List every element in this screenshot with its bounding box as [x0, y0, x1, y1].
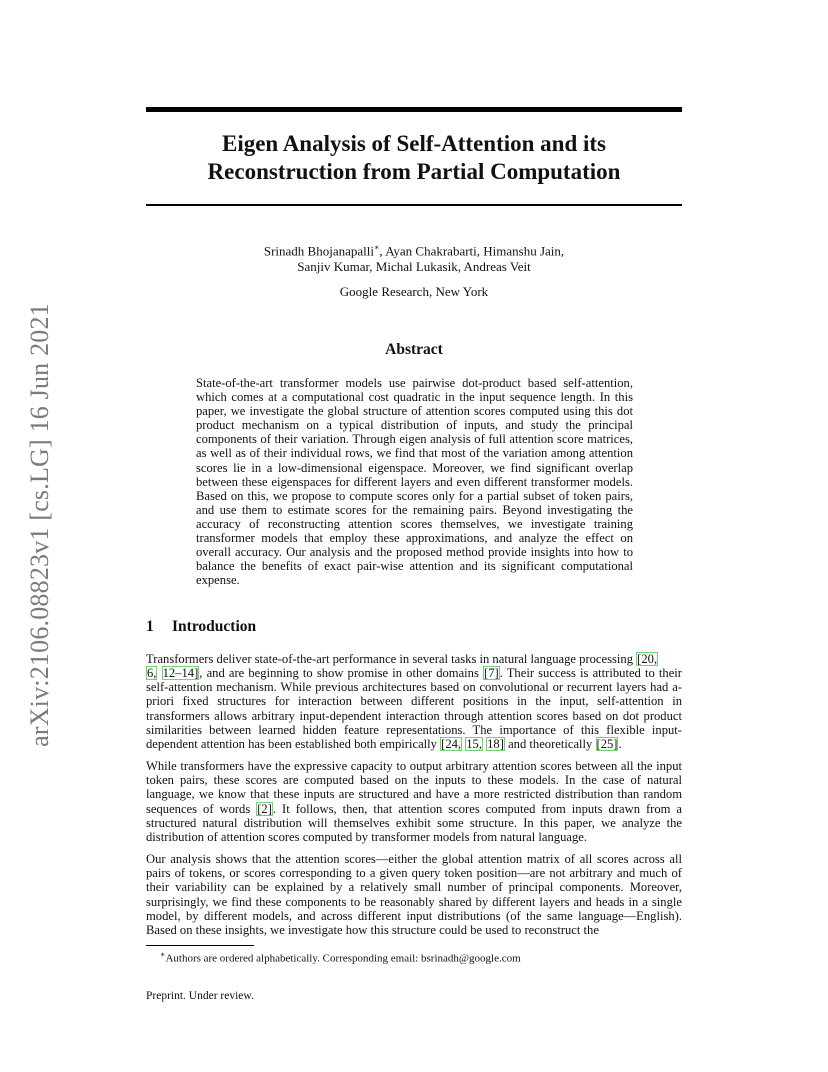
citation-link[interactable]: 6, [147, 666, 157, 681]
citation-link[interactable]: [24, [441, 736, 462, 751]
paragraph-3: Our analysis shows that the attention scores—either the global attention matrix of all scores across all pairs of tokens, or scores corresponding to a given query token position—are not arbitrary and much of their variability can be explained by a relatively small number of principal components. Moreover, surprisingly, we find these components to be reasonably shared by different layers and heads in a single model, by different models, and across different input distributions (of the same language—English). Based on these insights, we investigate how this structure could be used to reconstruct the [146, 852, 682, 937]
citation-link[interactable]: [2] [257, 801, 272, 816]
text-run: Transformers deliver state-of-the-art performance in several tasks in natural language processing [146, 652, 637, 666]
author-list [146, 240, 682, 275]
arxiv-identifier-text: arXiv:2106.08823v1 [cs.LG] 16 Jun 2021 [25, 303, 54, 747]
paragraph-2 [146, 759, 682, 844]
affiliation: Google Research, New York [339, 284, 489, 299]
citation-link[interactable]: 18] [487, 736, 504, 751]
introduction-body [146, 652, 682, 945]
first-author: Srinadh Bhojanapalli [263, 243, 374, 259]
section-number: 1 [146, 618, 154, 635]
footnote-rule [146, 945, 254, 946]
paper-title-line-2: Reconstruction from Partial Computation [207, 159, 621, 184]
text-run: , and are beginning to show promise in other domains [199, 666, 483, 681]
citation-link[interactable]: [20, [637, 652, 658, 666]
preprint-note: Preprint. Under review. [146, 990, 254, 1002]
paragraph-1 [146, 652, 682, 751]
author-list-line-2: Sanjiv Kumar, Michal Lukasik, Andreas Veit [297, 259, 531, 275]
citation-link[interactable]: 15, [466, 736, 482, 751]
paper-title [146, 130, 682, 186]
citation-link[interactable]: 12–14] [162, 666, 199, 681]
text-run: . Their success is attributed to their self-attention mechanism. While previous architectures based on convolutional or recurrent layers had a-priori fixed structures for interaction between different positions in the input, self-attention in transformers allows arbitrary input-dependent interaction through attention scores based on dot product similarities between learned hidden feature representations. The importance of this flexible input-dependent attention has been established both empirically [146, 666, 682, 751]
paper-title-line-1: Eigen Analysis of Self-Attention and its [221, 131, 606, 156]
citation-link[interactable]: [25] [596, 736, 618, 751]
text-run [157, 666, 161, 680]
author-footnote-mark: ∗ [373, 243, 380, 252]
author-list-line-1 [146, 240, 682, 259]
citation-link[interactable]: [7] [484, 666, 499, 681]
text-run: While transformers have the expressive capacity to output arbitrary attention scores between all the input token pairs, these scores are computed based on the inputs to these models. In the case of natural language, we know that these inputs are structured and have a more restricted distribution than random sequences of words [146, 759, 682, 816]
title-top-rule [146, 107, 682, 112]
co-authors-line-1: , Ayan Chakrabarti, Himanshu Jain, [379, 243, 565, 259]
abstract-text: State-of-the-art transformer models use pairwise dot-product based self-attention, which comes at a computational cost quadratic in the input sequence length. In this paper, we investigate the global structure of attention scores computed using this dot product mechanism on a typical distribution of inputs, and study the principal components of their variation. Through eigen analysis of full attention score matrices, as well as of their individual rows, we find that most of the variation among attention scores lie in a low-dimensional eigenspace. Moreover, we find significant overlap between these eigenspaces for different layers and even different transformer models. Based on this, we propose to compute scores only for a partial subset of token pairs, and use them to estimate scores for the remaining pairs. Beyond investigating the accuracy of reconstructing attention scores themselves, we investigate training transformer models that employ these approximations, and analyze the effect on overall accuracy. Our analysis and the proposed method provide insights into how to balance the benefits of exact pair-wise attention and its significant computational expense. [196, 376, 633, 588]
title-bottom-rule [146, 204, 682, 206]
abstract-heading: Abstract [385, 341, 443, 358]
footnote-mark: ∗ [160, 950, 166, 959]
section-title: Introduction [172, 618, 257, 635]
footnote [160, 950, 680, 965]
text-run: and theoretically [504, 736, 596, 751]
section-heading [146, 618, 546, 636]
text-run: . It follows, then, that attention scores computed from inputs drawn from a structured natural distribution will themselves exhibit some structure. In this paper, we analyze the distribution of attention scores computed by transformer models from natural language. [146, 801, 683, 844]
text-run: . [618, 736, 622, 751]
footnote-text: Authors are ordered alphabetically. Corresponding email: bsrinadh@google.com [165, 952, 521, 965]
